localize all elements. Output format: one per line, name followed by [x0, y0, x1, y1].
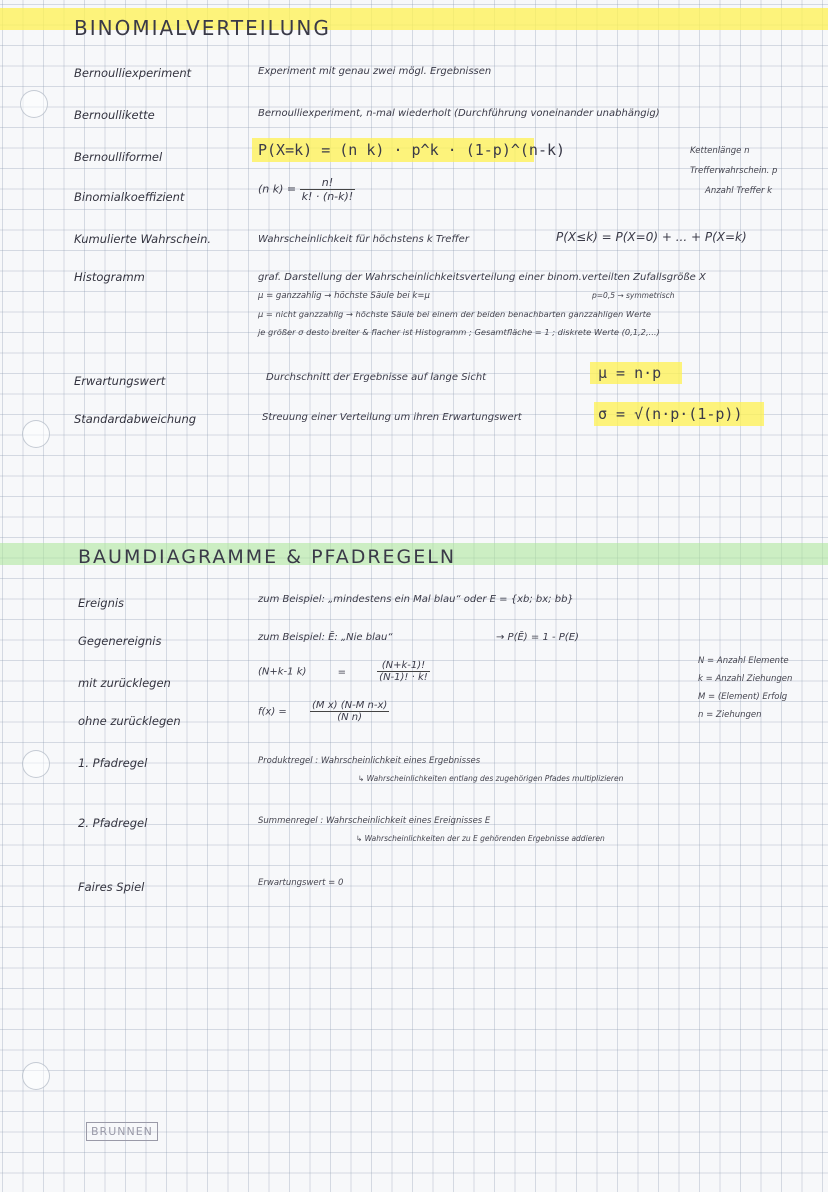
desc-ereignis: zum Beispiel: „mindestens ein Mal blau“ oder E = {xb; bx; bb} — [258, 594, 574, 605]
formula-mit-zuruecklegen — [258, 660, 430, 683]
formula-gegenereignis: → P(Ē) = 1 - P(E) — [496, 632, 579, 643]
term-mit-zuruecklegen: mit zurücklegen — [78, 676, 171, 690]
term-histogramm: Histogramm — [74, 270, 145, 284]
binkoeff-num: n! — [300, 176, 356, 190]
desc2-pfadregel-1: ↳ Wahrscheinlichkeiten entlang des zugehörigen Pfades multiplizieren — [358, 774, 624, 783]
formula-kumuliert: P(X≤k) = P(X=0) + ... + P(X=k) — [556, 230, 747, 244]
desc-histogramm-1: graf. Darstellung der Wahrscheinlichkeitsverteilung einer binom.verteilten Zufallsgröße X — [258, 272, 706, 283]
mitz-lhs: (N+k-1 k) — [258, 666, 307, 678]
formula-ohne-zuruecklegen — [258, 700, 389, 723]
term-pfadregel-2: 2. Pfadregel — [78, 816, 148, 830]
desc2-pfadregel-2: ↳ Wahrscheinlichkeiten der zu E gehörenden Ergebnisse addieren — [356, 834, 605, 843]
formula-standardabweichung: σ = √(n·p·(1-p)) — [598, 405, 743, 423]
ohnez-fraction — [310, 700, 389, 723]
ohnez-num: (M x) (N-M n-x) — [312, 700, 388, 711]
term-kumuliert: Kumulierte Wahrschein. — [74, 232, 212, 246]
desc-histogramm-2b: p=0,5 → symmetrisch — [592, 291, 675, 300]
term-pfadregel-1: 1. Pfadregel — [78, 756, 148, 770]
ohnez-den: (N n) — [337, 712, 363, 723]
binkoeff-den: k! · (n-k)! — [301, 190, 354, 203]
legend1-line3: Anzahl Treffer k — [705, 186, 773, 196]
desc-pfadregel-1: Produktregel : Wahrscheinlichkeit eines Ergebnisses — [258, 756, 481, 766]
term-bernoullikette: Bernoullikette — [74, 108, 155, 122]
desc-faires-spiel: Erwartungswert = 0 — [258, 878, 344, 888]
desc-histogramm-4: je größer σ desto breiter & flacher ist Histogramm ; Gesamtfläche = 1 ; diskrete Werte (0,1,2,...) — [258, 327, 660, 337]
desc-standardabweichung: Streuung einer Verteilung um ihren Erwartungswert — [262, 412, 522, 423]
mitz-num: (N+k-1)! — [377, 660, 430, 672]
binder-hole-2 — [22, 420, 50, 448]
term-standardabweichung: Standardabweichung — [74, 412, 197, 426]
legend2-line2: k = Anzahl Ziehungen — [698, 674, 793, 684]
section1-title: BINOMIALVERTEILUNG — [74, 16, 331, 40]
section2-title: BAUMDIAGRAMME & PFADREGELN — [78, 546, 457, 568]
legend2-line3: M = (Element) Erfolg — [698, 692, 788, 702]
formula-erwartungswert: μ = n·p — [598, 364, 662, 382]
desc-histogramm-2: μ = ganzzahlig → höchste Säule bei k=μ — [258, 291, 430, 301]
mitz-den: (N-1)! · k! — [379, 672, 428, 683]
binder-hole-4 — [22, 1062, 50, 1090]
desc-kumuliert: Wahrscheinlichkeit für höchstens k Treffer — [258, 234, 469, 245]
term-ereignis: Ereignis — [78, 596, 125, 610]
term-erwartungswert: Erwartungswert — [74, 374, 166, 388]
term-ohne-zuruecklegen: ohne zurücklegen — [78, 714, 181, 728]
legend2-line4: n = Ziehungen — [698, 710, 762, 720]
binkoeff-lhs: (n k) = — [258, 182, 297, 196]
term-bernoulliexperiment: Bernoulliexperiment — [74, 66, 192, 80]
binkoeff-fraction — [300, 176, 356, 203]
desc-bernoullikette: Bernoulliexperiment, n-mal wiederholt (Durchführung voneinander unabhängig) — [258, 108, 660, 119]
binder-hole-1 — [20, 90, 48, 118]
mitz-eq: = — [337, 666, 346, 678]
desc-gegenereignis: zum Beispiel: Ē: „Nie blau“ — [258, 632, 393, 643]
binder-hole-3 — [22, 750, 50, 778]
formula-binomialkoeffizient — [258, 176, 355, 203]
legend1-line1: Kettenlänge n — [690, 146, 750, 156]
term-binomialkoeffizient: Binomialkoeffizient — [74, 190, 185, 204]
brand-logo: BRUNNEN — [86, 1122, 158, 1141]
desc-erwartungswert: Durchschnitt der Ergebnisse auf lange Sicht — [266, 372, 487, 383]
ohnez-lhs: f(x) = — [258, 706, 287, 718]
desc-pfadregel-2: Summenregel : Wahrscheinlichkeit eines Ereignisses E — [258, 816, 491, 826]
legend2-line1: N = Anzahl Elemente — [698, 656, 789, 666]
term-bernoulliformel: Bernoulliformel — [74, 150, 163, 164]
legend1-line2: Trefferwahrschein. p — [690, 166, 778, 176]
formula-bernoulli: P(X=k) = (n k) · p^k · (1-p)^(n-k) — [258, 141, 566, 159]
term-gegenereignis: Gegenereignis — [78, 634, 162, 648]
desc-bernoulliexperiment: Experiment mit genau zwei mögl. Ergebnissen — [258, 66, 492, 77]
term-faires-spiel: Faires Spiel — [78, 880, 145, 894]
mitz-fraction — [377, 660, 430, 683]
desc-histogramm-3: μ = nicht ganzzahlig → höchste Säule bei einem der beiden benachbarten ganzzahligen Werte — [258, 309, 652, 319]
